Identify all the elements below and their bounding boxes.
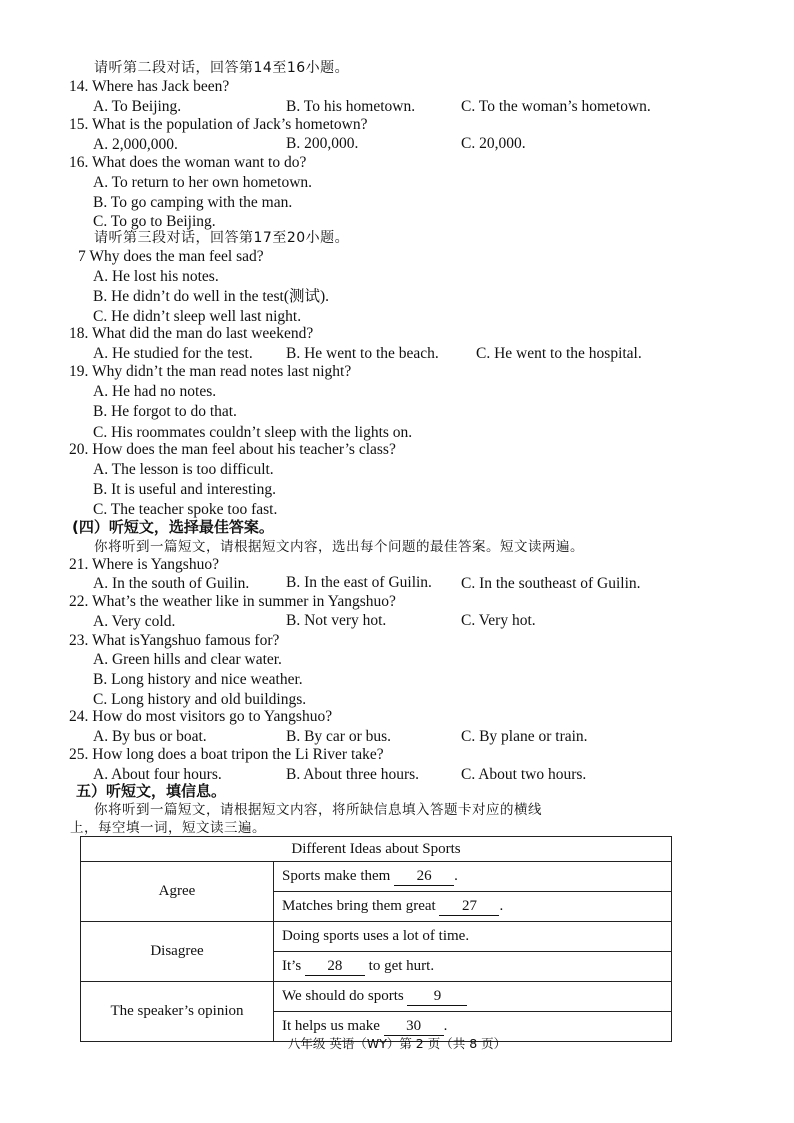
- q24-stem: 24. How do most visitors go to Yangshuo?: [69, 708, 333, 725]
- disagree-row-1: Doing sports uses a lot of time.: [274, 922, 672, 952]
- q18-stem: 18. What did the man do last weekend?: [69, 325, 314, 342]
- q15-option-b: B. 200,000.: [286, 135, 359, 152]
- q16-option-c: C. To go to Beijing.: [93, 213, 216, 230]
- q14-stem: 14. Where has Jack been?: [69, 78, 230, 95]
- q25-option-a: A. About four hours.: [93, 766, 222, 783]
- q20-option-c: C. The teacher spoke too fast.: [93, 501, 278, 518]
- section-5-intro-line-2: 上，每空填一词，短文读三遍。: [70, 820, 266, 836]
- q22-option-b: B. Not very hot.: [286, 612, 387, 629]
- q18-option-c: C. He went to the hospital.: [476, 345, 642, 362]
- dialogue-2-intro: 请听第二段对话，回答第14至16小题。: [94, 60, 350, 76]
- q25-option-c: C. About two hours.: [461, 766, 587, 783]
- section-4-title: (四）听短文，选择最佳答案。: [72, 518, 274, 536]
- q16-option-a: A. To return to her own hometown.: [93, 174, 313, 191]
- agree-row-1-text: Sports make them: [282, 867, 391, 884]
- q14-option-a: A. To Beijing.: [93, 98, 182, 115]
- q23-option-c: C. Long history and old buildings.: [93, 691, 307, 708]
- opinion-row-1: [274, 982, 672, 1012]
- q21-option-b: B. In the east of Guilin.: [286, 574, 432, 591]
- agree-row-2-text: Matches bring them great: [282, 897, 436, 914]
- q22-option-a: A. Very cold.: [93, 613, 176, 630]
- q16-option-b: B. To go camping with the man.: [93, 194, 293, 211]
- q22-stem: 22. What’s the weather like in summer in Yangshuo?: [69, 593, 396, 610]
- q21-option-a: A. In the south of Guilin.: [93, 575, 250, 592]
- disagree-row-2-pre: It’s: [282, 957, 302, 974]
- q18-option-b: B. He went to the beach.: [286, 345, 439, 362]
- blank-26[interactable]: 26: [394, 868, 454, 886]
- section-5-intro-line-1: 你将听到一篇短文，请根据短文内容，将所缺信息填入答题卡对应的横线: [94, 802, 542, 818]
- q19-option-b: B. He forgot to do that.: [93, 403, 237, 420]
- q23-option-b: B. Long history and nice weather.: [93, 671, 303, 688]
- page-footer: 八年级 英语（WY）第 2 页（共 8 页）: [287, 1036, 507, 1051]
- q20-option-a: A. The lesson is too difficult.: [93, 461, 274, 478]
- q19-option-c: C. His roommates couldn’t sleep with the lights on.: [93, 424, 413, 441]
- blank-27[interactable]: 27: [439, 898, 499, 916]
- q16-stem: 16. What does the woman want to do?: [69, 154, 307, 171]
- q20-option-b: B. It is useful and interesting.: [93, 481, 276, 498]
- blank-30[interactable]: 30: [384, 1018, 444, 1036]
- q21-option-c: C. In the southeast of Guilin.: [461, 575, 641, 592]
- opinion-label: The speaker’s opinion: [81, 982, 274, 1042]
- q23-option-a: A. Green hills and clear water.: [93, 651, 282, 668]
- blank-29[interactable]: 9: [407, 988, 467, 1006]
- q19-option-a: A. He had no notes.: [93, 383, 217, 400]
- agree-row-2: Matches bring them great 27 .: [274, 892, 672, 922]
- disagree-row-2: [274, 952, 672, 982]
- blank-28[interactable]: 28: [305, 958, 365, 976]
- disagree-row-2-post: to get hurt.: [368, 957, 435, 974]
- q14-option-b: B. To his hometown.: [286, 98, 416, 115]
- q24-option-c: C. By plane or train.: [461, 728, 588, 745]
- disagree-label: Disagree: [81, 922, 274, 982]
- q20-stem: 20. How does the man feel about his teacher’s class?: [69, 441, 396, 458]
- q22-option-c: C. Very hot.: [461, 612, 536, 629]
- q24-option-a: A. By bus or boat.: [93, 728, 207, 745]
- q15-option-c: C. 20,000.: [461, 135, 526, 152]
- q25-option-b: B. About three hours.: [286, 766, 420, 783]
- q17-option-b: B. He didn’t do well in the test(测试).: [93, 288, 330, 305]
- opinion-row-1-text: We should do sports: [282, 987, 404, 1004]
- q17-option-c: C. He didn’t sleep well last night.: [93, 308, 302, 325]
- agree-label: Agree: [81, 862, 274, 922]
- q17-option-a: A. He lost his notes.: [93, 268, 219, 285]
- sports-ideas-table: [80, 836, 672, 1042]
- q19-stem: 19. Why didn’t the man read notes last night?: [69, 363, 352, 380]
- q14-option-c: C. To the woman’s hometown.: [461, 98, 651, 115]
- section-5-title: 五）听短文，填信息。: [76, 782, 227, 800]
- q21-stem: 21. Where is Yangshuo?: [69, 556, 219, 573]
- q23-stem: 23. What isYangshuo famous for?: [69, 632, 280, 649]
- dialogue-3-intro: 请听第三段对话，回答第17至20小题。: [94, 230, 350, 246]
- q25-stem: 25. How long does a boat tripon the Li River take?: [69, 746, 384, 763]
- opinion-row-2-text: It helps us make: [282, 1017, 380, 1034]
- q24-option-b: B. By car or bus.: [286, 728, 392, 745]
- q18-option-a: A. He studied for the test.: [93, 345, 253, 362]
- q15-option-a: A. 2,000,000.: [93, 136, 178, 153]
- section-4-intro: 你将听到一篇短文，请根据短文内容，选出每个问题的最佳答案。短文读两遍。: [94, 539, 584, 555]
- table-title: Different Ideas about Sports: [81, 837, 672, 862]
- agree-row-1: Sports make them 26 .: [274, 862, 672, 892]
- q15-stem: 15. What is the population of Jack’s hometown?: [69, 116, 368, 133]
- q17-stem: 7 Why does the man feel sad?: [78, 248, 264, 265]
- opinion-row-2: It helps us make 30 .: [274, 1012, 672, 1042]
